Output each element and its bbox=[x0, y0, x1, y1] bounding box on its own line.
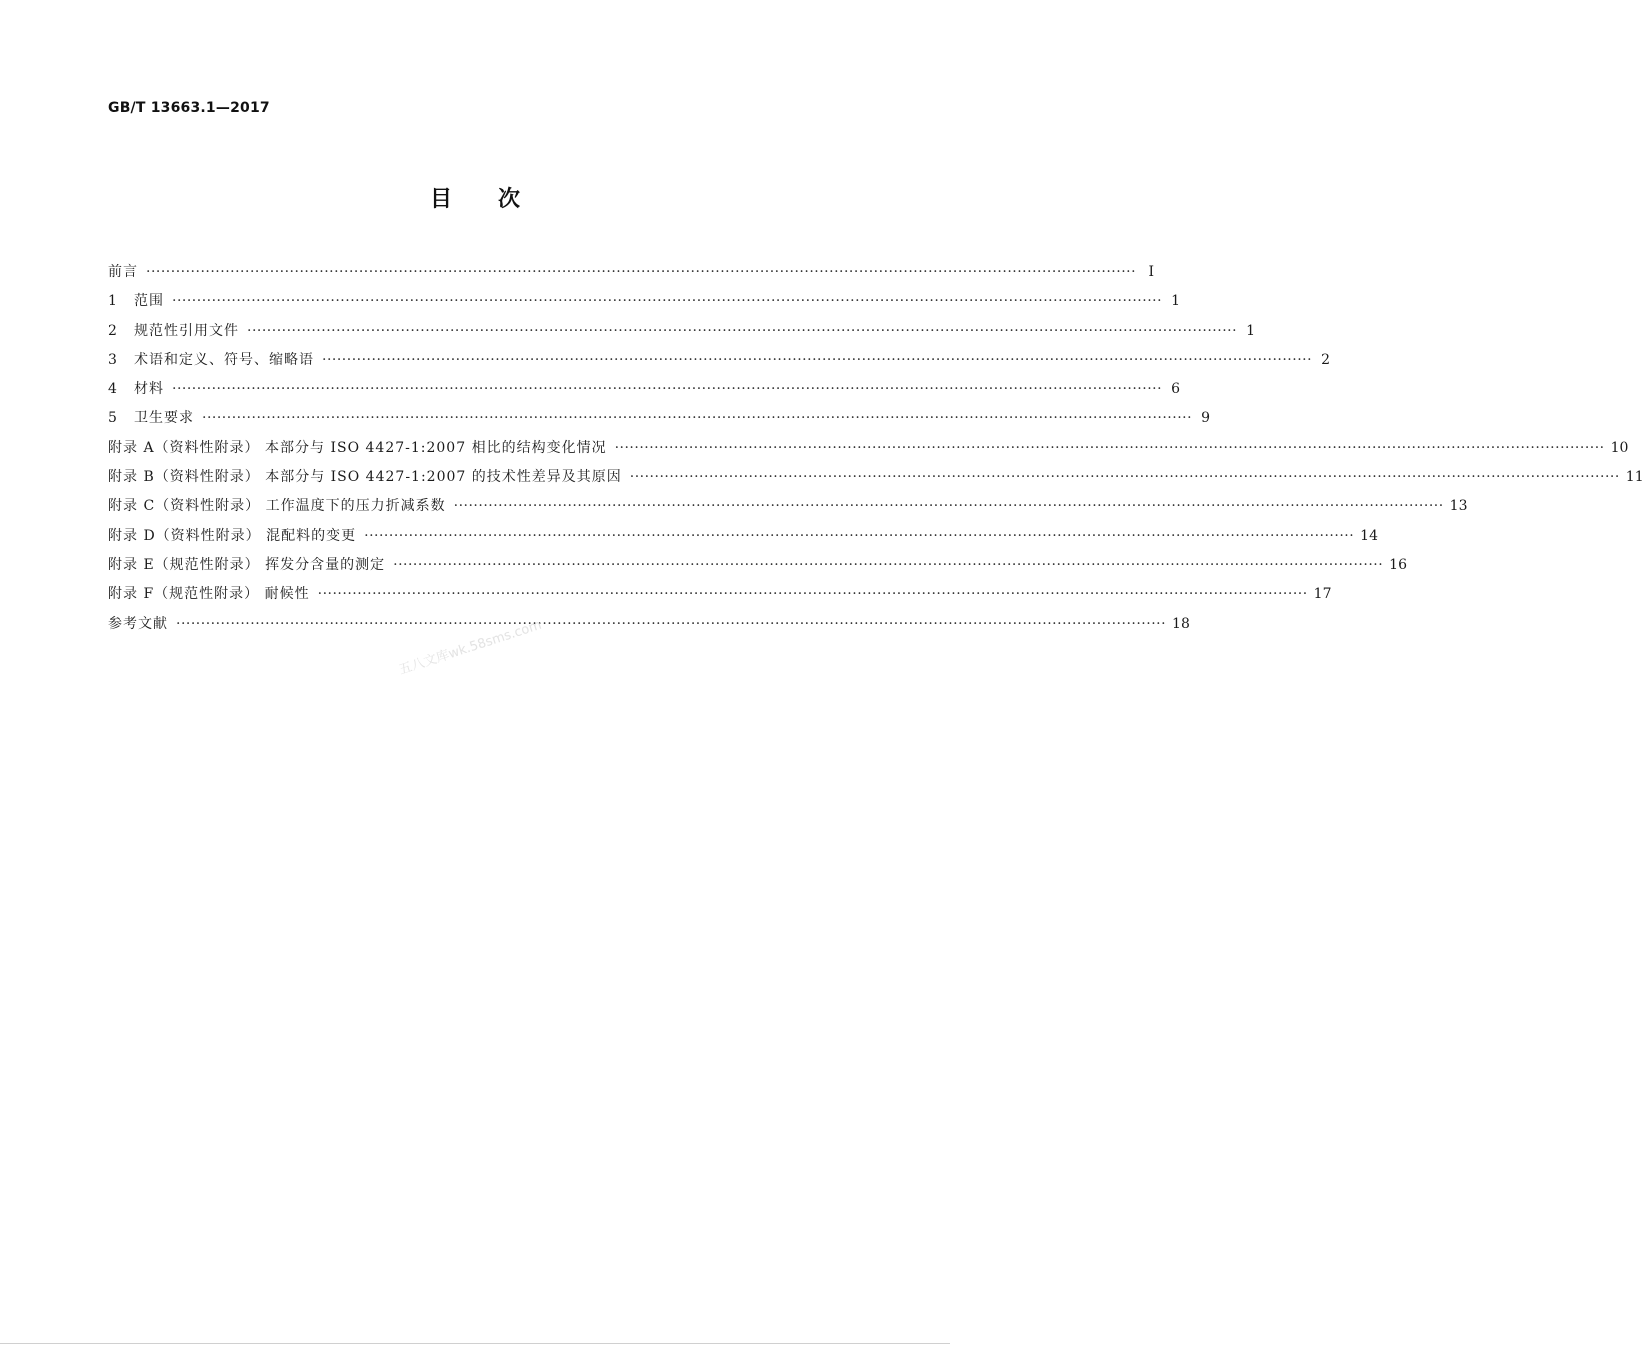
toc-entry-foreword[interactable] bbox=[108, 258, 1155, 287]
toc-dot-leader: ········································································································································································································ bbox=[614, 439, 1605, 456]
toc-dot-leader: ········································································································································································································ bbox=[322, 351, 1313, 368]
toc-entry-number: 2 bbox=[108, 322, 117, 339]
toc-entry-number: 4 bbox=[108, 381, 117, 398]
toc-entry-2[interactable] bbox=[108, 317, 1256, 346]
toc-entry-text: 前言 bbox=[108, 264, 138, 280]
toc-dot-leader: ········································································································································································································ bbox=[176, 615, 1167, 632]
toc-page-number: 9 bbox=[1201, 410, 1211, 427]
toc-entry-annex-c[interactable] bbox=[108, 492, 1468, 521]
toc-dot-leader: ········································································································································································································ bbox=[202, 410, 1193, 427]
toc-page-number: Ⅰ bbox=[1148, 264, 1155, 280]
toc-dot-leader: ········································································································································································································ bbox=[453, 498, 1444, 515]
toc-dot-leader: ········································································································································································································ bbox=[172, 381, 1163, 398]
toc-entry-text: 附录 B（资料性附录） 本部分与 ISO 4427-1:2007 的技术性差异及其原因 bbox=[108, 469, 622, 486]
toc-page-number: 16 bbox=[1389, 556, 1407, 573]
toc-page-number: 6 bbox=[1171, 381, 1181, 398]
toc-list bbox=[108, 258, 1644, 639]
toc-entry-text: 附录 C（资料性附录） 工作温度下的压力折减系数 bbox=[108, 498, 446, 515]
toc-page-number: 10 bbox=[1610, 439, 1629, 456]
toc-entry-text: 材料 bbox=[134, 381, 164, 398]
toc-page-number: 1 bbox=[1246, 322, 1256, 339]
toc-page-number: 14 bbox=[1360, 527, 1378, 544]
toc-page-number: 1 bbox=[1171, 293, 1181, 310]
toc-entry-number: 1 bbox=[108, 293, 117, 310]
toc-dot-leader: ········································································································································································································ bbox=[146, 264, 1137, 280]
toc-page-number: 2 bbox=[1321, 351, 1331, 368]
toc-entry-text: 附录 F（规范性附录） 耐候性 bbox=[108, 586, 310, 603]
toc-dot-leader: ········································································································································································································ bbox=[317, 586, 1308, 603]
toc-dot-leader: ········································································································································································································ bbox=[364, 527, 1355, 544]
toc-dot-leader: ········································································································································································································ bbox=[247, 322, 1238, 339]
toc-entry-1[interactable] bbox=[108, 287, 1181, 316]
toc-entry-annex-d[interactable] bbox=[108, 522, 1378, 551]
toc-entry-number: 3 bbox=[108, 351, 117, 368]
toc-entry-annex-f[interactable] bbox=[108, 580, 1332, 609]
toc-entry-4[interactable] bbox=[108, 375, 1181, 404]
toc-entry-annex-b[interactable] bbox=[108, 463, 1644, 492]
standard-code-header: GB/T 13663.1—2017 bbox=[108, 100, 270, 116]
toc-entry-text: 范围 bbox=[134, 293, 164, 310]
toc-entry-text: 附录 E（规范性附录） 挥发分含量的测定 bbox=[108, 556, 386, 573]
toc-dot-leader: ········································································································································································································ bbox=[172, 293, 1163, 310]
toc-entry-3[interactable] bbox=[108, 346, 1331, 375]
toc-entry-annex-e[interactable] bbox=[108, 551, 1407, 580]
toc-page-number: 18 bbox=[1172, 615, 1190, 632]
page-bottom-rule bbox=[0, 1343, 950, 1344]
toc-page-number: 17 bbox=[1313, 586, 1332, 603]
toc-page-number: 13 bbox=[1449, 498, 1468, 515]
toc-entry-number: 5 bbox=[108, 410, 117, 427]
toc-entry-text: 术语和定义、符号、缩略语 bbox=[134, 351, 314, 368]
toc-page-number: 11 bbox=[1625, 469, 1644, 486]
toc-dot-leader: ········································································································································································································ bbox=[393, 556, 1384, 573]
toc-entry-text: 卫生要求 bbox=[134, 410, 194, 427]
toc-entry-text: 规范性引用文件 bbox=[134, 322, 239, 339]
watermark-text: 五八文库wk.58sms.com bbox=[397, 617, 544, 679]
toc-dot-leader: ········································································································································································································ bbox=[629, 469, 1620, 486]
toc-entry-5[interactable] bbox=[108, 404, 1211, 433]
toc-entry-text: 附录 D（资料性附录） 混配料的变更 bbox=[108, 527, 357, 544]
toc-entry-text: 参考文献 bbox=[108, 615, 168, 632]
toc-entry-text: 附录 A（资料性附录） 本部分与 ISO 4427-1:2007 相比的结构变化情况 bbox=[108, 439, 607, 456]
toc-title: 目次 bbox=[429, 187, 566, 212]
toc-entry-annex-a[interactable] bbox=[108, 434, 1629, 463]
